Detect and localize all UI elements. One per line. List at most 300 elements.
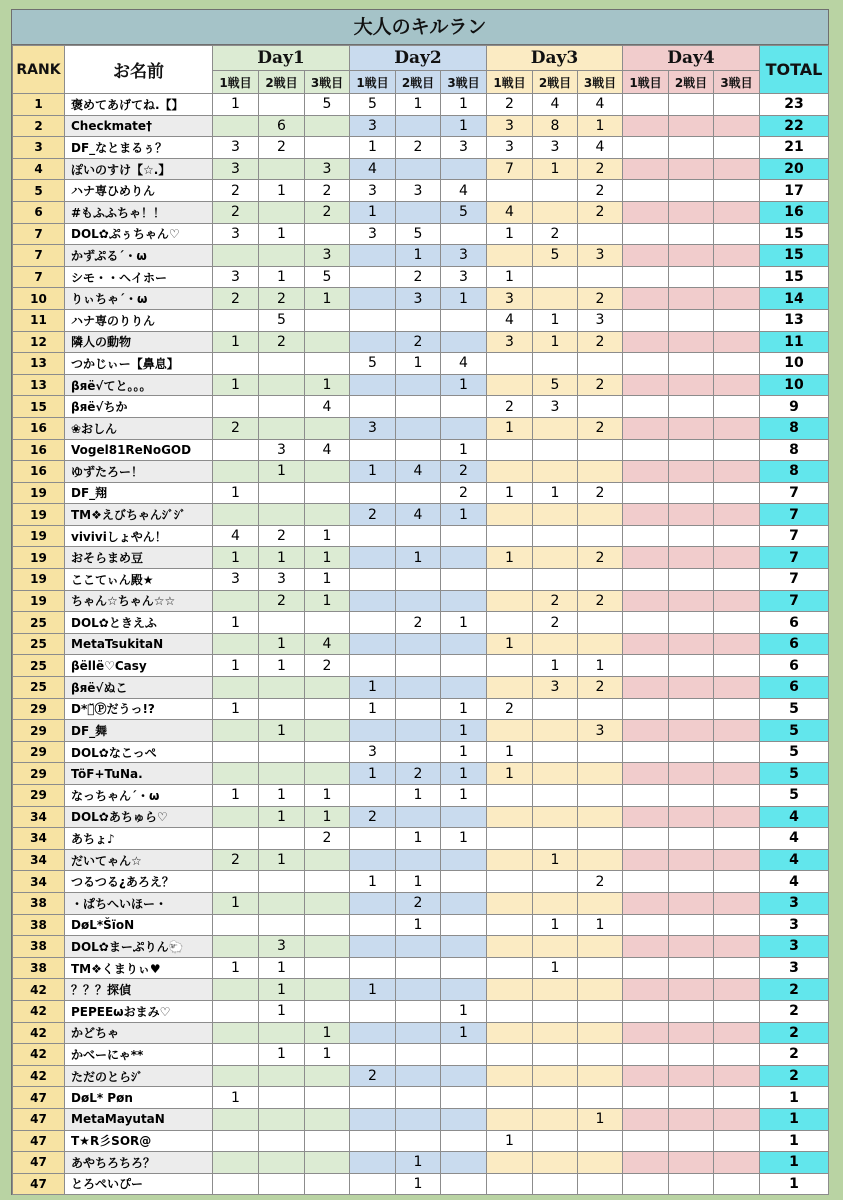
score-cell-day3-match2: 1 — [533, 331, 578, 353]
player-name-cell: 隣人の動物 — [65, 331, 213, 353]
score-cell-day1-match1: 3 — [213, 137, 259, 159]
score-cell-day3-match2: 3 — [533, 137, 578, 159]
player-name-cell: かべーにゃ** — [65, 1044, 213, 1066]
score-cell-day2-match1 — [350, 849, 396, 871]
score-cell-day2-match2 — [396, 1130, 441, 1152]
score-cell-day4-match2 — [669, 914, 714, 936]
score-cell-day1-match1 — [213, 720, 259, 742]
table-row — [13, 914, 829, 936]
total-cell: 15 — [760, 266, 829, 288]
score-cell-day3-match1: 3 — [487, 115, 533, 137]
score-cell-day3-match3 — [578, 763, 623, 785]
score-cell-day2-match3: 1 — [441, 720, 487, 742]
rank-cell: 19 — [13, 590, 65, 612]
score-cell-day3-match1: 2 — [487, 698, 533, 720]
table-row — [13, 331, 829, 353]
score-cell-day1-match3 — [305, 504, 350, 526]
score-cell-day2-match1: 2 — [350, 504, 396, 526]
score-cell-day2-match2 — [396, 1044, 441, 1066]
score-cell-day4-match2 — [669, 353, 714, 375]
table-row — [13, 288, 829, 310]
score-cell-day1-match2: 1 — [259, 1044, 305, 1066]
player-name-cell: つかじぃー【鼻息】 — [65, 353, 213, 375]
day1-match2-header: 2戦目 — [259, 71, 305, 94]
score-cell-day3-match2 — [533, 1044, 578, 1066]
score-cell-day3-match3 — [578, 525, 623, 547]
score-cell-day3-match2: 1 — [533, 849, 578, 871]
score-cell-day2-match2 — [396, 849, 441, 871]
player-name-cell: Vogel81ReNoGOD — [65, 439, 213, 461]
score-cell-day1-match2 — [259, 201, 305, 223]
rank-cell: 42 — [13, 1065, 65, 1087]
score-cell-day4-match2 — [669, 828, 714, 850]
score-cell-day1-match2 — [259, 612, 305, 634]
score-cell-day3-match2 — [533, 633, 578, 655]
total-cell: 8 — [760, 417, 829, 439]
table-row — [13, 158, 829, 180]
score-cell-day2-match1 — [350, 914, 396, 936]
score-cell-day3-match2 — [533, 288, 578, 310]
score-cell-day4-match1 — [623, 288, 669, 310]
score-cell-day1-match1 — [213, 741, 259, 763]
score-cell-day3-match1: 2 — [487, 94, 533, 116]
rank-cell: 29 — [13, 698, 65, 720]
score-cell-day3-match3: 2 — [578, 590, 623, 612]
table-row — [13, 1022, 829, 1044]
score-cell-day2-match2: 3 — [396, 180, 441, 202]
score-cell-day3-match3: 2 — [578, 547, 623, 569]
score-cell-day1-match3 — [305, 353, 350, 375]
score-cell-day2-match2 — [396, 1087, 441, 1109]
table-row — [13, 201, 829, 223]
score-cell-day1-match3 — [305, 1087, 350, 1109]
score-cell-day4-match3 — [714, 677, 760, 699]
score-cell-day3-match1 — [487, 849, 533, 871]
score-cell-day4-match1 — [623, 374, 669, 396]
score-cell-day3-match2 — [533, 201, 578, 223]
day3-match3-header: 3戦目 — [578, 71, 623, 94]
score-cell-day2-match2: 1 — [396, 94, 441, 116]
score-cell-day2-match3 — [441, 806, 487, 828]
score-cell-day1-match1: 1 — [213, 612, 259, 634]
rank-cell: 4 — [13, 158, 65, 180]
score-cell-day3-match1: 4 — [487, 309, 533, 331]
score-cell-day1-match3 — [305, 1000, 350, 1022]
table-row — [13, 655, 829, 677]
score-cell-day1-match2 — [259, 94, 305, 116]
score-cell-day1-match2 — [259, 871, 305, 893]
player-name-cell: ？？？探偵 — [65, 979, 213, 1001]
score-cell-day1-match2: 2 — [259, 590, 305, 612]
score-cell-day1-match2: 1 — [259, 720, 305, 742]
table-row — [13, 504, 829, 526]
score-cell-day3-match3 — [578, 396, 623, 418]
score-cell-day2-match3: 1 — [441, 828, 487, 850]
player-name-cell: βёllё♡Casy — [65, 655, 213, 677]
score-cell-day1-match2 — [259, 353, 305, 375]
score-cell-day1-match3 — [305, 1108, 350, 1130]
player-name-cell: ハナ専ひめりん — [65, 180, 213, 202]
score-cell-day3-match1: 1 — [487, 223, 533, 245]
rank-cell: 29 — [13, 785, 65, 807]
score-cell-day1-match1 — [213, 1108, 259, 1130]
score-cell-day3-match1: 2 — [487, 396, 533, 418]
score-cell-day3-match1: 1 — [487, 417, 533, 439]
score-cell-day4-match3 — [714, 158, 760, 180]
score-cell-day3-match1 — [487, 612, 533, 634]
score-cell-day2-match3 — [441, 1044, 487, 1066]
score-cell-day1-match3 — [305, 417, 350, 439]
score-cell-day1-match1 — [213, 871, 259, 893]
score-cell-day3-match2: 1 — [533, 158, 578, 180]
score-cell-day1-match3: 1 — [305, 288, 350, 310]
score-cell-day3-match3 — [578, 266, 623, 288]
score-cell-day4-match2 — [669, 1065, 714, 1087]
score-cell-day4-match2 — [669, 1022, 714, 1044]
score-cell-day3-match3: 4 — [578, 94, 623, 116]
player-name-cell: DF_翔 — [65, 482, 213, 504]
score-cell-day4-match3 — [714, 633, 760, 655]
score-cell-day4-match2 — [669, 569, 714, 591]
score-cell-day1-match3 — [305, 115, 350, 137]
table-row — [13, 1130, 829, 1152]
player-name-cell: ゆずたろー！ — [65, 461, 213, 483]
player-name-cell: DøL* Pøn — [65, 1087, 213, 1109]
table-row — [13, 439, 829, 461]
score-cell-day4-match1 — [623, 1000, 669, 1022]
score-cell-day4-match3 — [714, 569, 760, 591]
score-cell-day4-match3 — [714, 288, 760, 310]
rank-cell: 1 — [13, 94, 65, 116]
score-cell-day2-match3: 5 — [441, 201, 487, 223]
score-cell-day3-match1 — [487, 245, 533, 267]
score-cell-day4-match3 — [714, 785, 760, 807]
score-cell-day3-match3 — [578, 1087, 623, 1109]
rank-cell: 29 — [13, 763, 65, 785]
score-cell-day2-match3 — [441, 892, 487, 914]
table-row — [13, 979, 829, 1001]
score-cell-day4-match3 — [714, 1087, 760, 1109]
score-cell-day3-match1 — [487, 1087, 533, 1109]
score-cell-day1-match2: 1 — [259, 979, 305, 1001]
score-cell-day1-match3 — [305, 331, 350, 353]
score-cell-day1-match2 — [259, 677, 305, 699]
player-name-cell: シモ・・ヘイホー — [65, 266, 213, 288]
score-cell-day4-match1 — [623, 1130, 669, 1152]
total-cell: 5 — [760, 720, 829, 742]
score-cell-day1-match2 — [259, 828, 305, 850]
player-name-cell: PEPEEωおまみ♡ — [65, 1000, 213, 1022]
score-cell-day3-match2 — [533, 892, 578, 914]
score-cell-day3-match1: 3 — [487, 331, 533, 353]
score-cell-day4-match3 — [714, 201, 760, 223]
rank-cell: 13 — [13, 374, 65, 396]
score-cell-day3-match1 — [487, 655, 533, 677]
score-cell-day3-match2 — [533, 1173, 578, 1195]
total-cell: 2 — [760, 1044, 829, 1066]
score-cell-day4-match1 — [623, 309, 669, 331]
table-row — [13, 374, 829, 396]
score-cell-day4-match1 — [623, 137, 669, 159]
score-cell-day2-match1: 2 — [350, 806, 396, 828]
score-cell-day4-match3 — [714, 871, 760, 893]
rank-cell: 38 — [13, 892, 65, 914]
table-row — [13, 266, 829, 288]
score-cell-day2-match3: 1 — [441, 288, 487, 310]
score-cell-day2-match1: 1 — [350, 461, 396, 483]
score-cell-day3-match1 — [487, 871, 533, 893]
score-cell-day4-match1 — [623, 439, 669, 461]
score-cell-day2-match3: 1 — [441, 374, 487, 396]
score-cell-day4-match3 — [714, 180, 760, 202]
day3-match2-header: 2戦目 — [533, 71, 578, 94]
score-cell-day4-match1 — [623, 223, 669, 245]
rank-cell: 15 — [13, 396, 65, 418]
rank-cell: 10 — [13, 288, 65, 310]
score-cell-day3-match3 — [578, 612, 623, 634]
score-cell-day1-match3: 2 — [305, 655, 350, 677]
score-cell-day4-match2 — [669, 115, 714, 137]
score-cell-day2-match2 — [396, 979, 441, 1001]
total-cell: 4 — [760, 871, 829, 893]
score-cell-day2-match2 — [396, 633, 441, 655]
score-cell-day4-match2 — [669, 137, 714, 159]
score-cell-day3-match3: 2 — [578, 374, 623, 396]
sheet-title: 大人のキルラン — [12, 10, 828, 45]
score-cell-day1-match2: 1 — [259, 849, 305, 871]
score-cell-day4-match2 — [669, 180, 714, 202]
score-cell-day1-match2 — [259, 1173, 305, 1195]
score-cell-day1-match2: 1 — [259, 223, 305, 245]
score-cell-day3-match3 — [578, 828, 623, 850]
score-cell-day4-match3 — [714, 137, 760, 159]
score-cell-day2-match3 — [441, 158, 487, 180]
score-cell-day3-match2 — [533, 353, 578, 375]
score-cell-day1-match2 — [259, 245, 305, 267]
score-cell-day3-match1 — [487, 1000, 533, 1022]
score-cell-day3-match2 — [533, 525, 578, 547]
score-cell-day3-match2 — [533, 461, 578, 483]
score-cell-day1-match1 — [213, 1022, 259, 1044]
total-cell: 10 — [760, 374, 829, 396]
rank-cell: 16 — [13, 417, 65, 439]
score-cell-day4-match1 — [623, 655, 669, 677]
score-cell-day4-match1 — [623, 763, 669, 785]
score-cell-day2-match2: 2 — [396, 892, 441, 914]
score-cell-day3-match3: 1 — [578, 115, 623, 137]
score-cell-day2-match1 — [350, 892, 396, 914]
score-cell-day2-match3: 1 — [441, 115, 487, 137]
score-cell-day3-match3 — [578, 957, 623, 979]
score-cell-day3-match2 — [533, 806, 578, 828]
score-cell-day2-match2: 1 — [396, 353, 441, 375]
score-cell-day2-match2 — [396, 957, 441, 979]
player-name-cell: DOL✿ぷぅちゃん♡ — [65, 223, 213, 245]
score-cell-day1-match3: 3 — [305, 158, 350, 180]
score-cell-day4-match1 — [623, 957, 669, 979]
score-cell-day2-match3: 3 — [441, 266, 487, 288]
score-cell-day1-match1 — [213, 1130, 259, 1152]
name-header: お名前 — [65, 46, 213, 94]
score-cell-day1-match3 — [305, 482, 350, 504]
score-cell-day1-match3: 5 — [305, 94, 350, 116]
score-cell-day1-match2 — [259, 417, 305, 439]
score-cell-day4-match1 — [623, 936, 669, 958]
score-cell-day1-match2: 3 — [259, 569, 305, 591]
score-cell-day4-match3 — [714, 353, 760, 375]
score-cell-day1-match2 — [259, 1130, 305, 1152]
score-cell-day1-match1: 3 — [213, 223, 259, 245]
score-cell-day3-match2 — [533, 785, 578, 807]
total-cell: 3 — [760, 892, 829, 914]
score-cell-day2-match1 — [350, 828, 396, 850]
rank-cell: 7 — [13, 266, 65, 288]
score-cell-day3-match2 — [533, 547, 578, 569]
total-cell: 1 — [760, 1087, 829, 1109]
score-cell-day2-match3: 3 — [441, 245, 487, 267]
score-cell-day2-match2 — [396, 417, 441, 439]
score-cell-day2-match3: 1 — [441, 785, 487, 807]
score-cell-day3-match2 — [533, 698, 578, 720]
total-cell: 20 — [760, 158, 829, 180]
score-cell-day1-match2: 3 — [259, 936, 305, 958]
score-cell-day2-match3: 2 — [441, 482, 487, 504]
score-cell-day2-match3 — [441, 1130, 487, 1152]
table-row — [13, 547, 829, 569]
rank-cell: 16 — [13, 439, 65, 461]
table-row — [13, 785, 829, 807]
score-cell-day2-match3: 1 — [441, 763, 487, 785]
score-cell-day4-match1 — [623, 201, 669, 223]
score-cell-day3-match1: 4 — [487, 201, 533, 223]
total-cell: 1 — [760, 1152, 829, 1174]
score-cell-day2-match1 — [350, 655, 396, 677]
score-cell-day2-match3 — [441, 525, 487, 547]
score-cell-day2-match1: 3 — [350, 180, 396, 202]
score-cell-day3-match1 — [487, 892, 533, 914]
score-cell-day4-match2 — [669, 741, 714, 763]
rank-cell: 16 — [13, 461, 65, 483]
score-cell-day4-match2 — [669, 1087, 714, 1109]
score-cell-day1-match1 — [213, 936, 259, 958]
score-cell-day1-match2: 1 — [259, 806, 305, 828]
score-cell-day1-match2 — [259, 1022, 305, 1044]
score-cell-day3-match1 — [487, 504, 533, 526]
rank-cell: 19 — [13, 504, 65, 526]
score-cell-day2-match3 — [441, 309, 487, 331]
score-cell-day1-match3: 2 — [305, 201, 350, 223]
score-cell-day4-match2 — [669, 417, 714, 439]
table-row — [13, 94, 829, 116]
score-cell-day3-match1 — [487, 785, 533, 807]
score-cell-day2-match2 — [396, 158, 441, 180]
total-cell: 5 — [760, 741, 829, 763]
score-cell-day4-match1 — [623, 892, 669, 914]
score-cell-day3-match3: 2 — [578, 158, 623, 180]
score-cell-day4-match2 — [669, 871, 714, 893]
total-cell: 5 — [760, 785, 829, 807]
score-cell-day2-match2 — [396, 677, 441, 699]
score-cell-day2-match3 — [441, 979, 487, 1001]
score-cell-day1-match2: 2 — [259, 525, 305, 547]
table-row — [13, 633, 829, 655]
score-cell-day2-match2 — [396, 1108, 441, 1130]
score-cell-day2-match2 — [396, 806, 441, 828]
score-cell-day2-match1: 3 — [350, 115, 396, 137]
score-cell-day2-match2 — [396, 1022, 441, 1044]
total-cell: 6 — [760, 633, 829, 655]
total-cell: 5 — [760, 763, 829, 785]
score-cell-day1-match1: 2 — [213, 288, 259, 310]
score-cell-day2-match3 — [441, 1173, 487, 1195]
score-cell-day4-match3 — [714, 374, 760, 396]
score-cell-day1-match1 — [213, 504, 259, 526]
total-cell: 3 — [760, 914, 829, 936]
table-row — [13, 1173, 829, 1195]
score-cell-day2-match1 — [350, 1087, 396, 1109]
score-cell-day2-match1 — [350, 396, 396, 418]
score-cell-day4-match1 — [623, 1065, 669, 1087]
score-cell-day3-match2 — [533, 828, 578, 850]
score-cell-day2-match2 — [396, 655, 441, 677]
score-cell-day1-match1 — [213, 590, 259, 612]
table-row — [13, 1000, 829, 1022]
score-cell-day1-match3 — [305, 741, 350, 763]
score-cell-day3-match1 — [487, 353, 533, 375]
score-cell-day1-match1: 1 — [213, 785, 259, 807]
score-cell-day3-match2: 1 — [533, 309, 578, 331]
ranking-sheet — [11, 9, 829, 1195]
player-name-cell: ❀おしん — [65, 417, 213, 439]
table-row — [13, 828, 829, 850]
score-cell-day2-match1: 1 — [350, 677, 396, 699]
score-cell-day4-match3 — [714, 482, 760, 504]
score-cell-day2-match3: 1 — [441, 698, 487, 720]
score-cell-day4-match2 — [669, 936, 714, 958]
score-cell-day2-match3: 1 — [441, 741, 487, 763]
score-cell-day2-match1 — [350, 1108, 396, 1130]
score-cell-day2-match1 — [350, 612, 396, 634]
ranking-table — [12, 45, 829, 1195]
score-cell-day4-match1 — [623, 720, 669, 742]
day4-header: Day4 — [623, 46, 760, 71]
score-cell-day3-match3 — [578, 569, 623, 591]
score-cell-day3-match1 — [487, 1022, 533, 1044]
score-cell-day1-match1: 1 — [213, 482, 259, 504]
total-cell: 16 — [760, 201, 829, 223]
day2-header: Day2 — [350, 46, 487, 71]
score-cell-day3-match3 — [578, 979, 623, 1001]
score-cell-day3-match3: 2 — [578, 417, 623, 439]
total-cell: 6 — [760, 655, 829, 677]
score-cell-day2-match3 — [441, 417, 487, 439]
score-cell-day1-match3: 5 — [305, 266, 350, 288]
score-cell-day1-match3: 1 — [305, 590, 350, 612]
rank-cell: 5 — [13, 180, 65, 202]
score-cell-day4-match2 — [669, 158, 714, 180]
score-cell-day3-match2: 1 — [533, 482, 578, 504]
player-name-cell: かどちゃ — [65, 1022, 213, 1044]
score-cell-day1-match1 — [213, 806, 259, 828]
score-cell-day2-match1: 1 — [350, 698, 396, 720]
score-cell-day2-match2: 1 — [396, 828, 441, 850]
score-cell-day1-match1 — [213, 461, 259, 483]
player-name-cell: D*Ⓟ̆Ⓟだうっ!? — [65, 698, 213, 720]
player-name-cell: つるつる¿あろえ？ — [65, 871, 213, 893]
player-name-cell: りぃちゃ´・ω — [65, 288, 213, 310]
score-cell-day2-match1 — [350, 936, 396, 958]
score-cell-day1-match1 — [213, 914, 259, 936]
